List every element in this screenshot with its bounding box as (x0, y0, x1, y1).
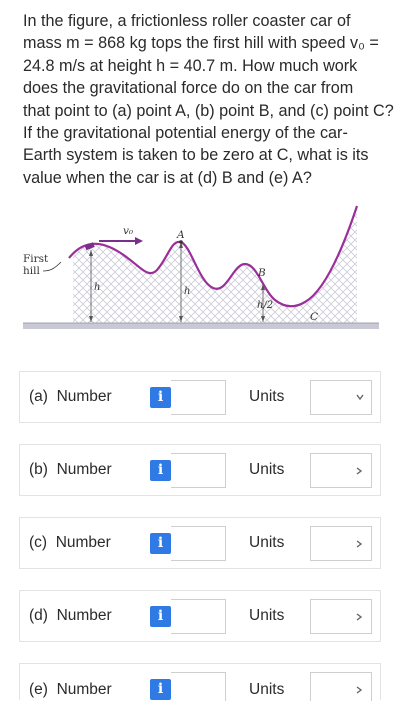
number-label: Number (55, 534, 111, 551)
answer-row-b (19, 444, 381, 496)
number-label: Number (56, 461, 112, 478)
number-input[interactable] (171, 672, 226, 701)
question-line: In the figure, a frictionless roller coaster car of (23, 12, 351, 30)
info-icon[interactable]: i (150, 679, 171, 700)
number-input[interactable] (171, 599, 226, 634)
info-icon[interactable]: i (150, 606, 171, 627)
answer-label (29, 607, 112, 625)
question-text (23, 10, 395, 189)
info-icon[interactable]: i (150, 533, 171, 554)
first-hill-label: First (23, 253, 49, 265)
velocity-arrowhead (135, 237, 143, 245)
units-select[interactable] (310, 526, 372, 561)
point-b-label: B (258, 267, 266, 279)
answer-label (29, 681, 112, 699)
units-label: Units (249, 388, 285, 405)
chevron-down-icon (355, 684, 365, 696)
chevron-down-icon (355, 538, 365, 550)
number-label: Number (56, 607, 112, 624)
answer-row-e (19, 663, 381, 700)
info-icon[interactable]: i (150, 460, 171, 481)
track-support (73, 206, 357, 324)
part-label: (d) (29, 607, 48, 624)
part-label: (b) (29, 461, 48, 478)
h-label: h (94, 282, 101, 293)
answer-row-a (19, 371, 381, 423)
number-label: Number (56, 388, 112, 405)
answer-label (29, 461, 112, 479)
units-label: Units (249, 534, 285, 551)
units-select[interactable] (310, 672, 372, 701)
chevron-down-icon (355, 611, 365, 623)
number-label: Number (56, 681, 112, 698)
units-select[interactable] (310, 453, 372, 488)
question-line: mass m = 868 kg tops the first hill with speed v₀ = (23, 34, 379, 53)
answer-label (29, 534, 111, 552)
question-line: value when the car is at (d) B and (e) A? (23, 168, 312, 187)
roller-coaster-figure (23, 204, 379, 344)
chevron-down-icon (355, 392, 365, 404)
question-line: that point to (a) point A, (b) point B, and (c) point C? (23, 101, 394, 120)
answer-row-c (19, 517, 381, 569)
units-label: Units (249, 461, 285, 478)
info-icon[interactable]: i (150, 387, 171, 408)
part-label: (e) (29, 681, 48, 698)
units-label: Units (249, 607, 285, 624)
units-select[interactable] (310, 380, 372, 415)
first-hill-label: hill (23, 265, 40, 277)
v0-label: v₀ (123, 225, 134, 237)
question-line: does the gravitational force do on the car from (23, 79, 354, 98)
point-c-label: C (310, 311, 319, 323)
chevron-down-icon (355, 465, 365, 477)
number-input[interactable] (171, 526, 226, 561)
part-label: (a) (29, 388, 48, 405)
answer-label (29, 388, 112, 406)
number-input[interactable] (171, 453, 226, 488)
number-input[interactable] (171, 380, 226, 415)
point-a-label: A (177, 229, 185, 241)
units-select[interactable] (310, 599, 372, 634)
part-label: (c) (29, 534, 48, 551)
question-line: If the gravitational potential energy of the car- (23, 124, 348, 143)
half-h-label: h/2 (257, 300, 274, 311)
units-label: Units (249, 681, 285, 698)
h-label: h (184, 286, 191, 297)
question-line: Earth system is taken to be zero at C, what is its (23, 146, 369, 165)
ground (23, 323, 379, 329)
answer-row-d (19, 590, 381, 642)
question-line: 24.8 m/s at height h = 40.7 m. How much work (23, 56, 358, 75)
